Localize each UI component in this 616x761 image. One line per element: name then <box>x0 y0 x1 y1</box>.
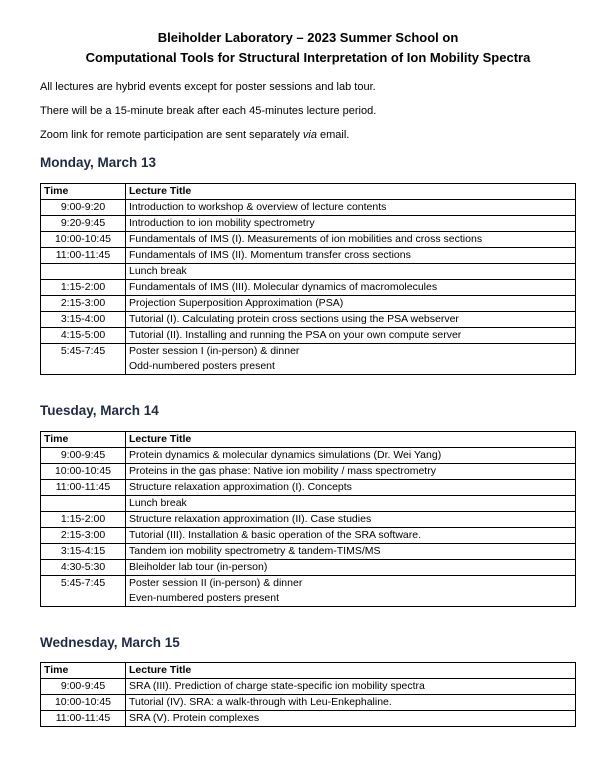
table-row <box>41 711 576 727</box>
document-title-line1: Bleiholder Laboratory – 2023 Summer School on <box>157 30 459 45</box>
intro-zoom-note <box>40 128 349 142</box>
schedule-table-wednesday <box>40 662 576 727</box>
table-row <box>41 544 576 560</box>
lecture-title-cell: Projection Superposition Approximation (PSA) <box>126 296 576 312</box>
column-header-time: Time <box>41 184 126 200</box>
table-row <box>41 216 576 232</box>
time-cell: 3:15-4:15 <box>41 544 126 560</box>
time-cell: 11:00-11:45 <box>41 248 126 264</box>
table-header-row <box>41 663 576 679</box>
time-cell: 5:45-7:45 <box>41 576 126 607</box>
lecture-title-cell: Fundamentals of IMS (II). Momentum transfer cross sections <box>126 248 576 264</box>
time-cell <box>41 264 126 280</box>
table-row <box>41 344 576 375</box>
intro-zoom-text-before: Zoom link for remote participation are sent separately <box>40 129 303 141</box>
table-row <box>41 480 576 496</box>
lecture-title-cell: Tutorial (III). Installation & basic operation of the SRA software. <box>126 528 576 544</box>
schedule-table-monday <box>40 183 576 375</box>
intro-zoom-text-italic: via <box>302 129 317 141</box>
time-cell <box>41 496 126 512</box>
time-cell: 9:20-9:45 <box>41 216 126 232</box>
time-cell: 3:15-4:00 <box>41 312 126 328</box>
time-cell: 1:15-2:00 <box>41 512 126 528</box>
time-cell: 9:00-9:20 <box>41 200 126 216</box>
intro-break-note: There will be a 15-minute break after each 45-minutes lecture period. <box>40 105 377 117</box>
column-header-lecture-title: Lecture Title <box>126 663 576 679</box>
table-row <box>41 280 576 296</box>
lecture-title-cell: Proteins in the gas phase: Native ion mobility / mass spectrometry <box>126 464 576 480</box>
table-row <box>41 679 576 695</box>
lecture-title-cell: Tutorial (II). Installing and running the PSA on your own compute server <box>126 328 576 344</box>
time-cell: 5:45-7:45 <box>41 344 126 375</box>
time-cell: 4:30-5:30 <box>41 560 126 576</box>
table-row <box>41 560 576 576</box>
time-cell: 9:00-9:45 <box>41 448 126 464</box>
time-cell: 1:15-2:00 <box>41 280 126 296</box>
table-row <box>41 232 576 248</box>
table-header-row <box>41 432 576 448</box>
table-row <box>41 296 576 312</box>
schedule-table-tuesday <box>40 431 576 607</box>
day-heading-monday: Monday, March 13 <box>40 155 157 170</box>
lecture-title-cell: Structure relaxation approximation (I). Concepts <box>126 480 576 496</box>
lecture-title-cell <box>126 576 576 607</box>
table-row <box>41 248 576 264</box>
table-row <box>41 328 576 344</box>
table-row <box>41 448 576 464</box>
time-cell: 10:00-10:45 <box>41 695 126 711</box>
lecture-title-cell: Lunch break <box>126 264 576 280</box>
lecture-title-cell: Fundamentals of IMS (I). Measurements of ion mobilities and cross sections <box>126 232 576 248</box>
lecture-title-cell: Tandem ion mobility spectrometry & tandem-TIMS/MS <box>126 544 576 560</box>
time-cell: 2:15-3:00 <box>41 528 126 544</box>
table-row <box>41 512 576 528</box>
lecture-subnote: Even-numbered posters present <box>129 592 279 604</box>
table-row <box>41 528 576 544</box>
time-cell: 11:00-11:45 <box>41 711 126 727</box>
column-header-time: Time <box>41 663 126 679</box>
lecture-title-text: Poster session I (in-person) & dinner <box>129 345 300 357</box>
lecture-title-cell: Tutorial (I). Calculating protein cross sections using the PSA webserver <box>126 312 576 328</box>
lecture-title-cell: SRA (V). Protein complexes <box>126 711 576 727</box>
lecture-subnote: Odd-numbered posters present <box>129 360 275 372</box>
table-row <box>41 200 576 216</box>
lecture-title-cell: Fundamentals of IMS (III). Molecular dynamics of macromolecules <box>126 280 576 296</box>
column-header-lecture-title: Lecture Title <box>126 184 576 200</box>
intro-hybrid-note: All lectures are hybrid events except for poster sessions and lab tour. <box>40 81 376 93</box>
intro-zoom-text-after: email. <box>316 129 350 141</box>
column-header-time: Time <box>41 432 126 448</box>
table-row <box>41 576 576 607</box>
lecture-title-text: Poster session II (in-person) & dinner <box>129 577 303 589</box>
time-cell: 10:00-10:45 <box>41 232 126 248</box>
lecture-title-cell: Introduction to ion mobility spectrometry <box>126 216 576 232</box>
table-row <box>41 464 576 480</box>
lecture-title-cell: Protein dynamics & molecular dynamics simulations (Dr. Wei Yang) <box>126 448 576 464</box>
table-row <box>41 312 576 328</box>
table-row <box>41 695 576 711</box>
table-row <box>41 496 576 512</box>
time-cell: 10:00-10:45 <box>41 464 126 480</box>
time-cell: 2:15-3:00 <box>41 296 126 312</box>
lecture-title-cell: Bleiholder lab tour (in-person) <box>126 560 576 576</box>
time-cell: 9:00-9:45 <box>41 679 126 695</box>
day-heading-tuesday: Tuesday, March 14 <box>40 403 159 418</box>
table-header-row <box>41 184 576 200</box>
column-header-lecture-title: Lecture Title <box>126 432 576 448</box>
lecture-title-cell: Introduction to workshop & overview of lecture contents <box>126 200 576 216</box>
document-title-line2: Computational Tools for Structural Interpretation of Ion Mobility Spectra <box>85 50 531 65</box>
lecture-title-cell: Lunch break <box>126 496 576 512</box>
time-cell: 4:15-5:00 <box>41 328 126 344</box>
lecture-title-cell: Tutorial (IV). SRA: a walk-through with Leu-Enkephaline. <box>126 695 576 711</box>
lecture-title-cell: Structure relaxation approximation (II). Case studies <box>126 512 576 528</box>
table-row <box>41 264 576 280</box>
time-cell: 11:00-11:45 <box>41 480 126 496</box>
day-heading-wednesday: Wednesday, March 15 <box>40 635 180 650</box>
lecture-title-cell <box>126 344 576 375</box>
lecture-title-cell: SRA (III). Prediction of charge state-specific ion mobility spectra <box>126 679 576 695</box>
